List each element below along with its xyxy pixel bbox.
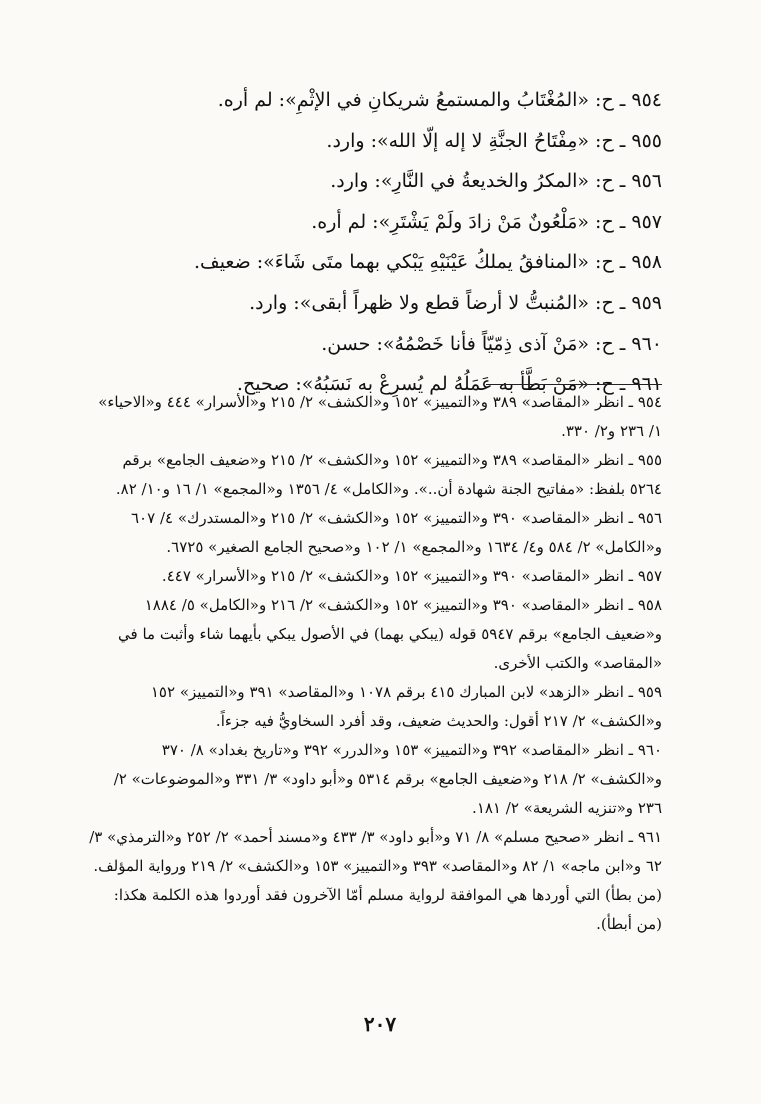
- footnote-955: ٩٥٥ ـ انظر «المقاصد» ٣٨٩ و«التمييز» ١٥٢ و«الكشف» ٢/ ٢١٥ و«ضعيف الجامع» برقم ٥٢٦٤ بلفظ: «مفاتيح الجنة شهادة أن..». و«الكامل» ٤/ ١٣٥٦ و«المجمع» ١/ ١٦ و١٠/ ٨٢.: [115, 451, 662, 498]
- footnotes: [86, 388, 662, 939]
- footnote-961: ٩٦١ ـ انظر «صحيح مسلم» ٨/ ٧١ و«أبو داود» ٣/ ٤٣٣ و«مسند أحمد» ٢/ ٢٥٢ و«الترمذي» ٣/ ٦٢ و«ابن ماجه» ١/ ٨٢ و«المقاصد» ٣٩٣ و«التمييز» ١٥٣ و«الكشف» ٢/ ٢١٩ ورواية المؤلف. (من بطأ) التي أوردها هي الموافقة لرواية مسلم أمّا الآخرون فقد أوردوا هذه الكلمة هكذا: (من أبطأ).: [89, 828, 662, 933]
- hadith-list: [150, 80, 662, 405]
- hadith-entry-958: ٩٥٨ ـ ح: «المنافقُ يملكُ عَيْنَيْهِ يَبْكي بهما متَى شَاءَ»: ضعيف.: [193, 251, 662, 274]
- footnote-959: ٩٥٩ ـ انظر «الزهد» لابن المبارك ٤١٥ برقم ١٠٧٨ و«المقاصد» ٣٩١ و«التمييز» ١٥٢ و«الكشف» ٢/ ٢١٧ أقول: والحديث ضعيف، وقد أفرد السخاويُّ فيه جزءاً.: [150, 683, 662, 730]
- hadith-entry-959: ٩٥٩ ـ ح: «المُنبتُّ لا أرضاً قطع ولا ظهراً أبقى»: وارد.: [249, 291, 662, 314]
- footnote-957: ٩٥٧ ـ انظر «المقاصد» ٣٩٠ و«التمييز» ١٥٢ و«الكشف» ٢/ ٢١٥ و«الأسرار» ٤٤٧.: [161, 567, 662, 585]
- hadith-entry-961: ٩٦١ ـ ح: «مَنْ بَطَّأ به عَمَلُهُ لم يُسرِعْ به نَسَبُهُ»: صحيح.: [236, 373, 662, 396]
- footnote-954: ٩٥٤ ـ انظر «المقاصد» ٣٨٩ و«التمييز» ١٥٢ و«الكشف» ٢/ ٢١٥ و«الأسرار» ٤٤٤ و«الاحياء» ١/ ٢٣٦ و٢/ ٣٣٠.: [98, 393, 662, 440]
- hadith-entry-954: ٩٥٤ ـ ح: «المُغْتَابُ والمستمعُ شريكانِ في الإثْمِ»: لم أره.: [217, 89, 662, 111]
- hadith-entry-955: ٩٥٥ ـ ح: «مِفْتَاحُ الجنَّةِ لا إله إلّا الله»: وارد.: [326, 129, 662, 152]
- footnote-960: ٩٦٠ ـ انظر «المقاصد» ٣٩٢ و«التمييز» ١٥٣ و«الدرر» ٣٩٢ و«تاريخ بغداد» ٨/ ٣٧٠ و«الكشف» ٢/ ٢١٨ و«ضعيف الجامع» برقم ٥٣١٤ و«أبو داود» ٣/ ٣٣١ و«الموضوعات» ٢/ ٢٣٦ و«تنزيه الشريعة» ٢/ ١٨١.: [113, 741, 662, 817]
- footnote-separator: [486, 384, 662, 385]
- hadith-entry-960: ٩٦٠ ـ ح: «مَنْ آذى ذِمّيّاً فأنا خَصْمُهُ»: حسن.: [321, 332, 662, 355]
- page-number: ٢٠٧: [363, 1012, 397, 1036]
- footnote-956: ٩٥٦ ـ انظر «المقاصد» ٣٩٠ و«التمييز» ١٥٢ و«الكشف» ٢/ ٢١٥ و«المستدرك» ٤/ ٦٠٧ و«الكامل» ٢/ ٥٨٤ و٤/ ١٦٣٤ و«المجمع» ١/ ١٠٢ و«صحيح الجامع الصغير» ٦٧٢٥.: [131, 509, 662, 556]
- footnote-958: ٩٥٨ ـ انظر «المقاصد» ٣٩٠ و«التمييز» ١٥٢ و«الكشف» ٢/ ٢١٦ و«الكامل» ٥/ ١٨٨٤ و«ضعيف الجامع» برقم ٥٩٤٧ قوله (يبكي بهما) في الأصول يبكي بأيهما شاء وأثبت ما في «المقاصد» والكتب الأخرى.: [118, 596, 662, 672]
- hadith-entry-956: ٩٥٦ ـ ح: «المكرُ والخديعةُ في النَّارِ»: وارد.: [330, 170, 662, 193]
- hadith-entry-957: ٩٥٧ ـ ح: «مَلْعُونٌ مَنْ زادَ ولَمْ يَشْتَرِ»: لم أره.: [311, 210, 662, 233]
